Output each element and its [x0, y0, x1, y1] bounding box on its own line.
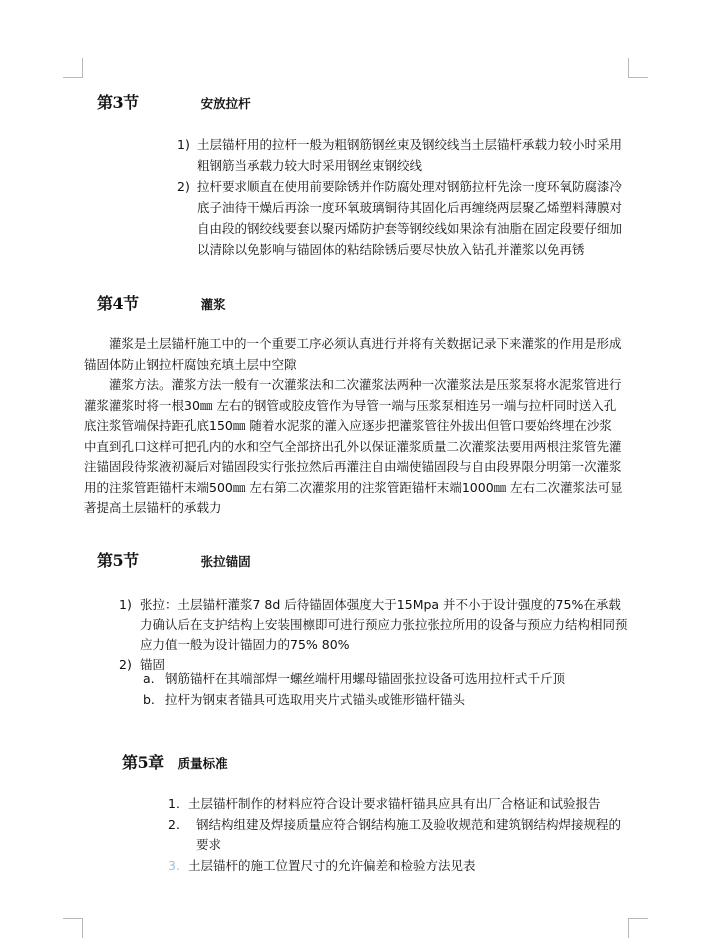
- list-item-text: 钢结构组建及焊接质量应符合钢结构施工及验收规范和建筑钢结构焊接规程的要求: [196, 816, 622, 852]
- chapter-5-list: [168, 794, 628, 876]
- section-5-heading: [97, 548, 251, 571]
- section-3-list: [177, 134, 631, 260]
- sublist-item: [143, 668, 623, 689]
- sublist-item-text: 钢筋锚杆在其端部焊一螺丝端杆用螺母锚固张拉设备可选用拉杆式千斤顶: [165, 671, 566, 686]
- list-item: [168, 794, 628, 815]
- section-5-sublist: [143, 668, 623, 710]
- section-number: 第4节: [97, 294, 139, 313]
- chapter-title: 质量标准: [177, 756, 228, 771]
- list-marker: 2): [119, 657, 132, 672]
- crop-mark-top-right-h: [628, 77, 648, 78]
- list-item: [177, 134, 631, 176]
- list-item-text: 土层锚杆制作的材料应符合设计要求锚杆锚具应具有出厂合格证和试验报告: [188, 796, 601, 811]
- list-marker: 3.: [168, 857, 180, 873]
- list-item: [177, 176, 631, 260]
- section-4-heading: [97, 291, 226, 314]
- sublist-item: [143, 689, 623, 710]
- list-marker: 1.: [168, 796, 180, 811]
- section-title: 灌浆: [200, 297, 226, 312]
- sublist-item-text: 拉杆为钢束者锚具可选取用夹片式锚头或锥形锚杆锚头: [165, 692, 466, 707]
- list-marker: 2.: [168, 816, 180, 832]
- crop-mark-bottom-left-h: [63, 918, 83, 919]
- list-item-text: 张拉：土层锚杆灌浆7 8d 后待锚固体强度大于15Mpa 并不小于设计强度的75%在承载力确认后在支护结构上安装围檩即可进行预应力张拉张拉所用的设备与预应力结构相同预应力值一般为设计锚固力的75% 80%: [140, 597, 628, 652]
- crop-mark-top-left-h: [63, 77, 83, 78]
- sublist-marker: a.: [143, 671, 155, 686]
- list-item-text: 拉杆要求顺直在使用前要除锈并作防腐处理对钢筋拉杆先涂一度环氧防腐漆冷底子油待干燥后再涂一度环氧玻璃铜待其固化后再缠绕两层聚乙烯塑料薄膜对自由段的钢绞线要套以聚丙烯防护套等钢绞线如果涂有油脂在固定段要仔细加以清除以免影响与锚固体的粘结除锈后要尽快放入钻孔并灌浆以免再锈: [197, 179, 623, 257]
- list-marker: 1): [177, 137, 190, 152]
- list-item: [168, 856, 628, 877]
- list-marker: 1): [119, 597, 132, 612]
- chapter-number: 第5章: [122, 753, 164, 772]
- section-number: 第3节: [97, 93, 139, 112]
- crop-mark-bottom-left-v: [82, 918, 83, 938]
- crop-mark-top-left-v: [82, 58, 83, 78]
- list-item: [168, 815, 628, 856]
- crop-mark-top-right-v: [628, 58, 629, 78]
- section-number: 第5节: [97, 551, 139, 570]
- paragraph: 灌浆是土层锚杆施工中的一个重要工序必须认真进行并将有关数据记录下来灌浆的作用是形成锚固体防止钢拉杆腐蚀充填土层中空隙: [84, 336, 622, 372]
- list-marker: 2): [177, 179, 190, 194]
- section-title: 安放拉杆: [200, 96, 251, 111]
- paragraph: 灌浆方法。灌浆方法一般有一次灌浆法和二次灌浆法两种一次灌浆法是压浆泵将水泥浆管进行灌浆灌浆时将一根30㎜ 左右的钢管或胶皮管作为导管一端与压浆泵相连另一端与拉杆同时送入孔底注浆管端保持距孔底150㎜ 随着水泥浆的灌入应逐步把灌浆管往外拔出但管口要始终埋在沙浆中直到孔口这样可把孔内的水和空气全部挤出孔外以保证灌浆质量二次灌浆法要用两根注浆管先灌注锚固段待浆液初凝后对锚固段实行张拉然后再灌注自由端使锚固段与自由段界限分明第一次灌浆用的注浆管距锚杆末端500㎜ 左右第二次灌浆用的注浆管距锚杆末端1000㎜ 左右二次灌浆法可显著提高土层锚杆的承载力: [84, 377, 623, 515]
- list-item-text: 土层锚杆的施工位置尺寸的允许偏差和检验方法见表: [188, 857, 476, 873]
- list-item-text: 土层锚杆用的拉杆一般为粗钢筋钢丝束及钢绞线当土层锚杆承载力较小时采用粗钢筋当承载力较大时采用钢丝束钢绞线: [197, 137, 623, 173]
- list-item: [119, 595, 631, 655]
- section-3-heading: [97, 90, 251, 113]
- chapter-5-heading: [122, 750, 228, 773]
- crop-mark-bottom-right-v: [628, 918, 629, 938]
- section-5-list: [119, 595, 631, 675]
- list-item-text: 锚固: [140, 657, 166, 672]
- crop-mark-bottom-right-h: [628, 918, 648, 919]
- section-title: 张拉锚固: [200, 554, 251, 569]
- sublist-marker: b.: [143, 692, 155, 707]
